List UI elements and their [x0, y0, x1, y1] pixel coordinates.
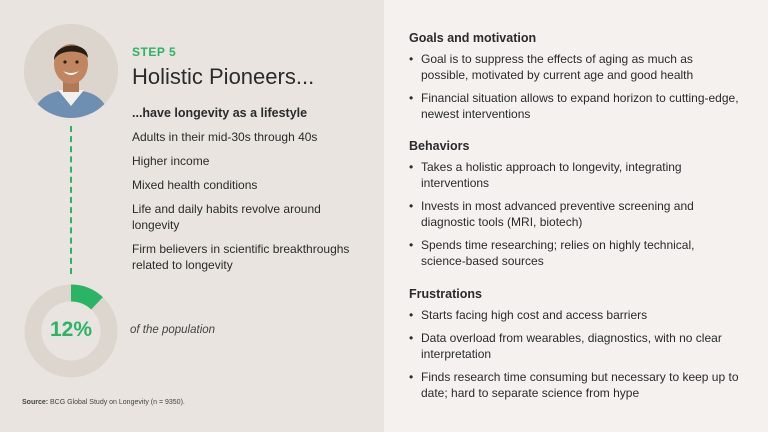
persona-subtitle: ...have longevity as a lifestyle — [132, 106, 308, 120]
step-label: STEP 5 — [132, 45, 177, 59]
behaviors-item: • Spends time researching; relies on highly technical, science-based sources — [409, 237, 739, 269]
source-note — [22, 399, 185, 406]
persona-title: Holistic Pioneers... — [132, 64, 315, 89]
goals-heading: Goals and motivation — [409, 31, 537, 45]
timeline-dash-line — [70, 126, 72, 274]
trait-list — [132, 129, 362, 281]
behaviors-item: • Invests in most advanced preventive screening and diagnostic tools (MRI, biotech) — [409, 198, 739, 230]
frustrations-heading: Frustrations — [409, 287, 482, 301]
trait-item: Higher income — [132, 154, 210, 168]
source-label: Source: — [22, 399, 49, 406]
trait-item: Adults in their mid-30s through 40s — [132, 130, 318, 144]
frustrations-item: • Finds research time consuming but necessary to keep up to date; hard to separate science from hype — [409, 369, 739, 401]
trait-item: Mixed health conditions — [132, 178, 258, 192]
frustrations-section — [409, 287, 739, 408]
trait-item: Firm believers in scientific breakthroughs related to longevity — [132, 242, 350, 272]
source-text: BCG Global Study on Longevity (n = 9350). — [50, 399, 185, 406]
behaviors-item: • Takes a holistic approach to longevity, integrating interventions — [409, 159, 739, 191]
population-percent: 12% — [49, 318, 93, 341]
goals-section — [409, 31, 739, 129]
behaviors-section — [409, 139, 739, 276]
behaviors-heading: Behaviors — [409, 139, 470, 153]
goals-item: • Goal is to suppress the effects of aging as much as possible, motivated by current age and good health — [409, 51, 739, 83]
person-photo-icon — [24, 24, 118, 118]
frustrations-item: • Data overload from wearables, diagnostics, with no clear interpretation — [409, 330, 739, 362]
population-caption: of the population — [130, 324, 216, 336]
trait-item: Life and daily habits revolve around longevity — [132, 202, 321, 232]
frustrations-item: • Starts facing high cost and access barriers — [409, 307, 739, 323]
goals-item: • Financial situation allows to expand horizon to cutting-edge, newest interventions — [409, 90, 739, 122]
avatar — [24, 24, 118, 118]
